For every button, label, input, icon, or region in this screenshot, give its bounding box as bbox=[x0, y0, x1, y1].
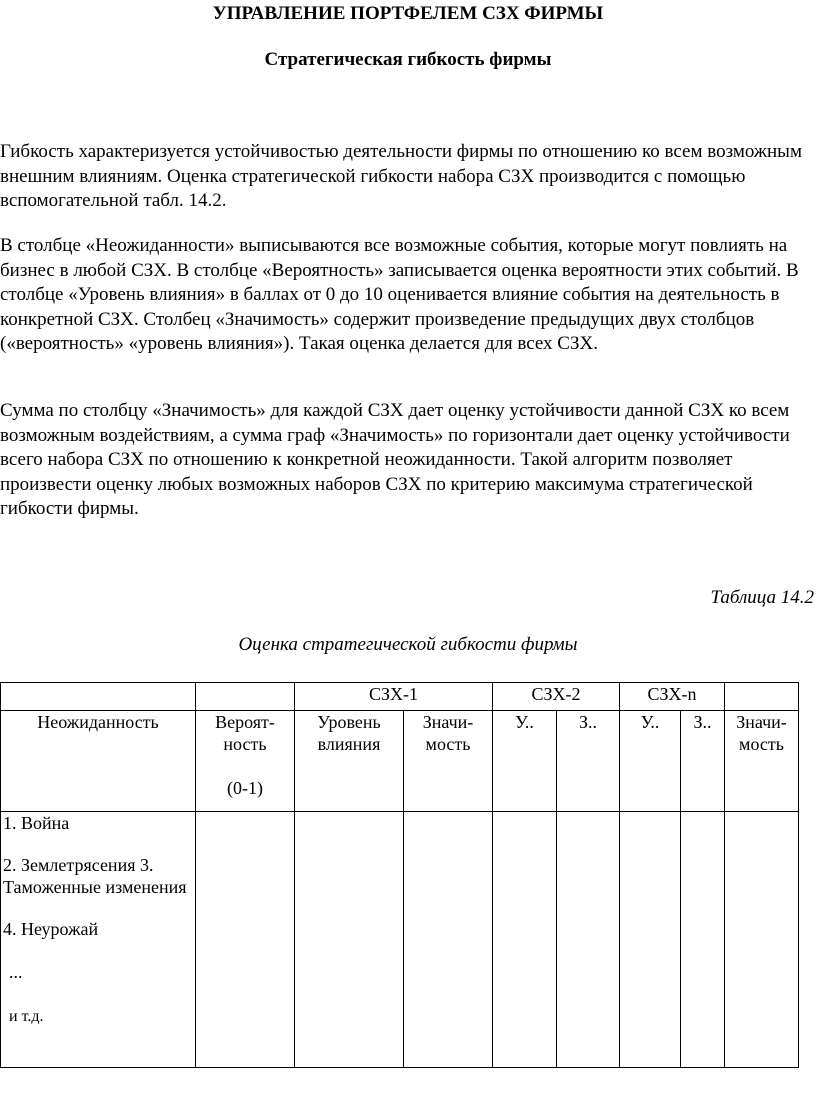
event-item: 4. Неурожай bbox=[3, 919, 99, 939]
header-u-szh2: У.. bbox=[493, 711, 557, 812]
header-significance bbox=[404, 711, 493, 812]
table-cell bbox=[725, 812, 799, 1068]
header-impact-line2: влияния bbox=[317, 734, 381, 754]
header-z-szh2: З.. bbox=[557, 711, 620, 812]
header-probability-range: (0-1) bbox=[227, 778, 263, 798]
event-item: ... bbox=[9, 962, 23, 982]
group-header-szh1: СЗХ-1 bbox=[295, 683, 493, 711]
event-item: 2. Землетрясения 3. Таможенные изменения bbox=[3, 855, 187, 897]
header-impact-line1: Уровень bbox=[317, 712, 381, 732]
document-title: УПРАВЛЕНИЕ ПОРТФЕЛЕМ СЗХ ФИРМЫ bbox=[212, 3, 604, 24]
group-header-szhn: СЗХ-n bbox=[620, 683, 725, 711]
table-cell bbox=[493, 812, 557, 1068]
header-z-szhn: З.. bbox=[681, 711, 725, 812]
table-cell bbox=[557, 812, 620, 1068]
flexibility-table bbox=[0, 682, 799, 1068]
events-cell bbox=[1, 812, 196, 1068]
empty-header-cell bbox=[1, 683, 196, 711]
table-label: Таблица 14.2 bbox=[710, 587, 814, 608]
header-event bbox=[1, 711, 196, 812]
empty-header-cell bbox=[196, 683, 295, 711]
header-probability-line1: Вероят- bbox=[215, 712, 275, 732]
event-item: 1. Война bbox=[3, 813, 70, 833]
table-group-header-row bbox=[1, 683, 799, 711]
paragraph-2: В столбце «Неожиданности» выписываются все возможные события, которые могут повлиять на бизнес в любой СЗХ. В столбце «Вероятность» записывается оценка вероятности этих событий. В столбце «Уровень влияния» в баллах от 0 до 10 оценивается влияние события на деятельность в конкретной СЗХ. Столбец «Значимость» содержит произведение предыдущих двух столбцов («вероятность» «уровень влияния»). Такая оценка делается для всех СЗХ. bbox=[0, 235, 799, 355]
table-cell bbox=[196, 812, 295, 1068]
header-significance-line2: мость bbox=[425, 734, 471, 754]
paragraph-1: Гибкость характеризуется устойчивостью деятельности фирмы по отношению ко всем возможным внешним влияниям. Оценка стратегической гибкости набора СЗХ производится с помощью вспомогательной табл. 14.2. bbox=[0, 141, 802, 212]
table-column-header-row bbox=[1, 711, 799, 812]
header-event-text: Неожиданность bbox=[37, 712, 159, 732]
group-header-szh2: СЗХ-2 bbox=[493, 683, 620, 711]
header-impact-level bbox=[295, 711, 404, 812]
header-significance-line1: Значи- bbox=[422, 712, 474, 732]
empty-header-cell bbox=[725, 683, 799, 711]
table-cell bbox=[620, 812, 681, 1068]
table-cell bbox=[681, 812, 725, 1068]
header-total-line1: Значи- bbox=[736, 712, 787, 732]
header-probability bbox=[196, 711, 295, 812]
header-total-significance bbox=[725, 711, 799, 812]
header-total-line2: мость bbox=[739, 734, 784, 754]
table-cell bbox=[295, 812, 404, 1068]
table-row bbox=[1, 812, 799, 1068]
event-item: и т.д. bbox=[9, 1008, 44, 1025]
table-cell bbox=[404, 812, 493, 1068]
header-u-szhn: У.. bbox=[620, 711, 681, 812]
header-probability-line2: ность bbox=[223, 734, 267, 754]
paragraph-3: Сумма по столбцу «Значимость» для каждой СЗХ дает оценку устойчивости данной СЗХ ко всем возможным воздействиям, а сумма граф «Значимость» по горизонтали дает оценку устойчивости всего набора СЗХ по отношению к конкретной неожиданности. Такой алгоритм позволяет произвести оценку любых возможных наборов СЗХ по критерию максимума стратегической гибкости фирмы. bbox=[0, 400, 790, 520]
table-caption: Оценка стратегической гибкости фирмы bbox=[238, 634, 578, 655]
document-subtitle: Стратегическая гибкость фирмы bbox=[264, 49, 552, 70]
